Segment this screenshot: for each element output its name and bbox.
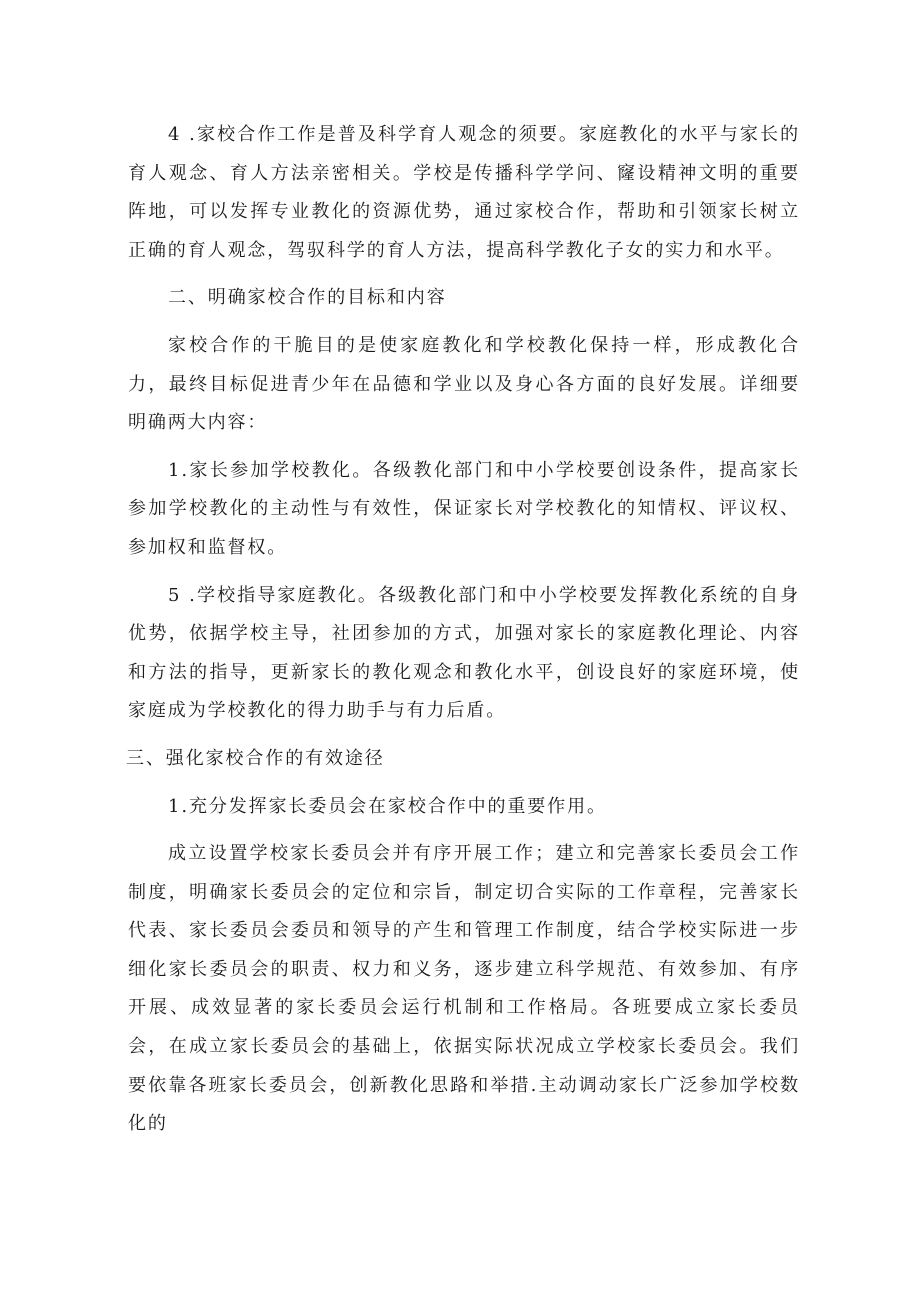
section-heading-goals-and-content: 二、明确家校合作的目标和内容 [168,287,447,309]
paragraph-parents-participate: 1.家长参加学校教化。各级教化部门和中小学校要创设条件，提高家长参加学校教化的主动性与有效性，保证家长对学校教化的知情权、评议权、参加权和监督权。 [128,459,800,558]
document-body [128,116,800,1144]
paragraph-cooperation-purpose: 家校合作的干脆目的是使家庭教化和学校教化保持一样，形成教化合力，最终目标促进青少年在品德和学业以及身心各方面的良好发展。详细要明确两大内容： [128,334,800,434]
paragraph-parent-committee-details: 成立设置学校家长委员会并有序开展工作；建立和完善家长委员会工作制度，明确家长委员会的定位和宗旨，制定切合实际的工作章程，完善家长代表、家长委员会委员和领导的产生和管理工作制度，结合学校实际进一步细化家长委员会的职责、权力和义务，逐步建立科学规范、有效参加、有序开展、成效显著的家长委员会运行机制和工作格局。各班要成立家长委员会，在成立家长委员会的基础上，依据实际状况成立学校家长委员会。我们要依靠各班家长委员会，创新教化思路和举措.主动调动家长广泛参加学校数化的 [128,843,800,1135]
paragraph-home-school-cooperation-need: 4 .家校合作工作是普及科学育人观念的须要。家庭教化的水平与家长的育人观念、育人方法亲密相关。学校是传播科学学问、窿设精神文明的重要阵地，可以发挥专业教化的资源优势，通过家校合作，帮助和引领家长树立正确的育人观念，驾驭科学的育人方法，提高科学教化子女的实力和水平。 [128,124,800,261]
paragraph-parent-committee-role: 1.充分发挥家长委员会在家校合作中的重要作用。 [168,795,607,817]
paragraph-school-guides-family: 5 .学校指导家庭教化。各级教化部门和中小学校要发挥教化系统的自身优势，依据学校主导，社团参加的方式，加强对家长的家庭教化理论、内容和方法的指导，更新家长的教化观念和教化水平，创设良好的家庭环境，使家庭成为学校教化的得力助手与有力后盾。 [128,584,800,722]
section-heading-effective-approaches: 三、强化家校合作的有效途径 [126,747,385,769]
